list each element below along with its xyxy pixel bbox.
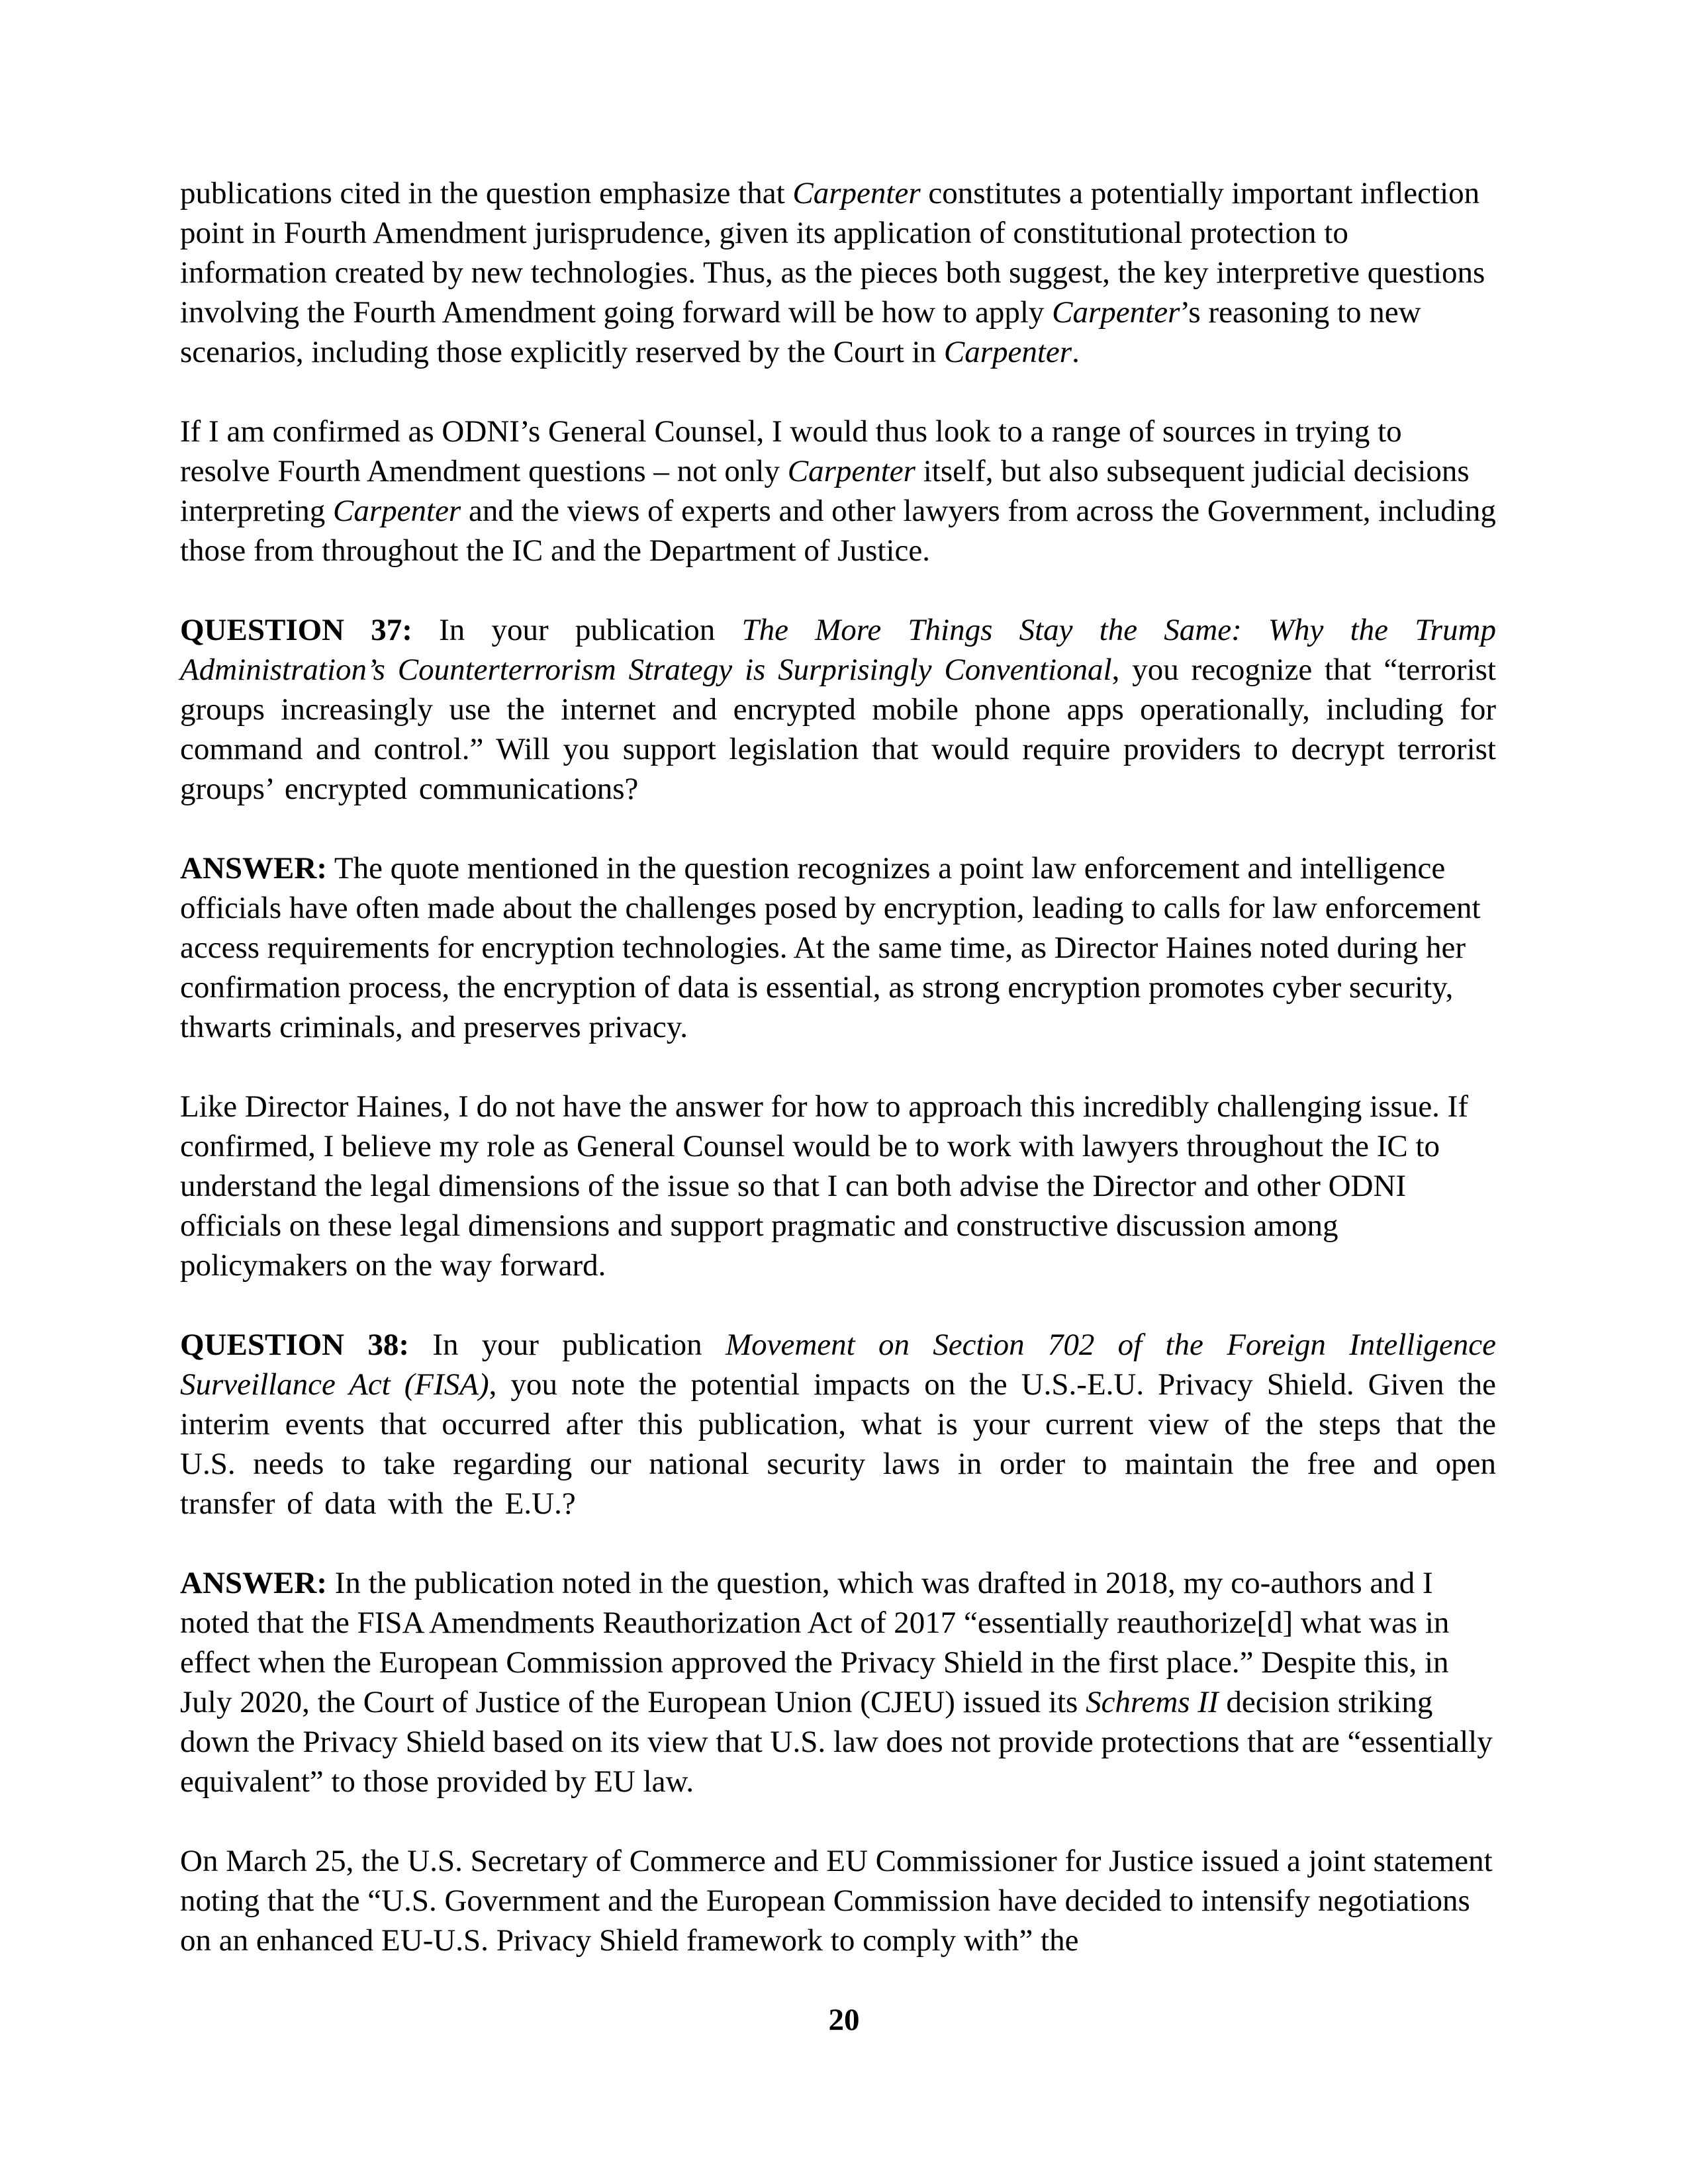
text-segment: On March 25, the U.S. Secretary of Commerce and EU Commissioner for Justice issued a joint statement noting that the “U.S. Government and the European Commission have decided to intensify negotiations on an enhanced EU-U.S. Privacy Shield framework to comply with” the xyxy=(180,1844,1493,1958)
paragraph-carpenter-significance xyxy=(180,173,1496,372)
text-segment: Carpenter xyxy=(787,454,915,488)
paragraph-like-director-haines xyxy=(180,1087,1496,1285)
question-38 xyxy=(180,1325,1496,1524)
question-37 xyxy=(180,610,1496,809)
document-body xyxy=(180,173,1496,2000)
text-segment: In the publication noted in the question, which was drafted in 2018, my co-authors and I noted that the FISA Amendments Reauthorization Act of 2017 “essentially reauthorize[d] what was in effect when the European Commission approved the Privacy Shield in the first place.” Despite this, in July 2020, the Court of Justice of the European Union (CJEU) issued its xyxy=(180,1566,1450,1719)
answer-38 xyxy=(180,1563,1496,1801)
page-number: 20 xyxy=(828,2003,860,2037)
text-segment: ’s reasoning to new scenarios, including those explicitly reserved by the Court in xyxy=(180,295,1421,369)
text-segment: decision striking down the Privacy Shield based on its view that U.S. law does not provide protections that are “essentially equivalent” to those provided by EU law. xyxy=(180,1685,1493,1799)
text-segment: ANSWER: xyxy=(180,851,327,886)
paragraph-sources-if-confirmed xyxy=(180,412,1496,570)
text-segment: constitutes a potentially important inflection point in Fourth Amendment jurisprudence, given its application of constitutional protection to information created by new technologies. Thus, as the pieces both suggest, the key interpretive questions involving the Fourth Amendment going forward will be how to apply xyxy=(180,176,1485,330)
text-segment: Schrems II xyxy=(1086,1685,1219,1719)
paragraph-march-25-joint-statement xyxy=(180,1841,1496,1960)
text-segment: If I am confirmed as ODNI’s General Counsel, I would thus look to a range of sources in trying to resolve Fourth Amendment questions – not only xyxy=(180,414,1402,488)
text-segment: Carpenter xyxy=(792,176,921,210)
text-segment: Movement on Section 702 of the Foreign Intelligence Surveillance Act (FISA) xyxy=(180,1328,1496,1402)
text-segment: Carpenter xyxy=(333,494,461,528)
text-segment: The quote mentioned in the question recognizes a point law enforcement and intelligence officials have often made about the challenges posed by encryption, leading to calls for law enforcement access requirements for encryption technologies. At the same time, as Director Haines noted during her confirmation process, the encryption of data is essential, as strong encryption promotes cyber security, thwarts criminals, and preserves privacy. xyxy=(180,851,1481,1044)
text-segment: Carpenter xyxy=(1052,295,1180,330)
text-segment: itself, but also subsequent judicial decisions interpreting xyxy=(180,454,1470,528)
text-segment: and the views of experts and other lawyers from across the Government, including those from throughout the IC and the Department of Justice. xyxy=(180,494,1496,568)
text-segment: ANSWER: xyxy=(180,1566,327,1600)
text-segment: In your publication xyxy=(409,1328,726,1362)
text-segment: In your publication xyxy=(412,613,742,647)
text-segment: Carpenter xyxy=(943,335,1072,369)
text-segment: Like Director Haines, I do not have the answer for how to approach this incredibly challenging issue. If confirmed, I believe my role as General Counsel would be to work with lawyers throughout the IC to understand the legal dimensions of the issue so that I can both advise the Director and other ODNI officials on these legal dimensions and support pragmatic and constructive discussion among policymakers on the way forward. xyxy=(180,1089,1468,1283)
text-segment: , you recognize that “terrorist groups increasingly use the internet and encrypted mobile phone apps operationally, including for command and control.” Will you support legislation that would require providers to decrypt terrorist groups’ encrypted communications? xyxy=(180,653,1496,806)
text-segment: The More Things Stay the Same: Why the Trump Administration’s Counterterrorism Strategy is Surprisingly Conventional xyxy=(180,613,1496,687)
text-segment: QUESTION 37: xyxy=(180,613,412,647)
text-segment: , you note the potential impacts on the U.S.-E.U. Privacy Shield. Given the interim events that occurred after this publication, what is your current view of the steps that the U.S. needs to take regarding our national security laws in order to maintain the free and open transfer of data with the E.U.? xyxy=(180,1367,1497,1521)
answer-37 xyxy=(180,848,1496,1047)
text-segment: . xyxy=(1072,335,1080,369)
text-segment: publications cited in the question emphasize that xyxy=(180,176,793,210)
text-segment: QUESTION 38: xyxy=(180,1328,410,1362)
